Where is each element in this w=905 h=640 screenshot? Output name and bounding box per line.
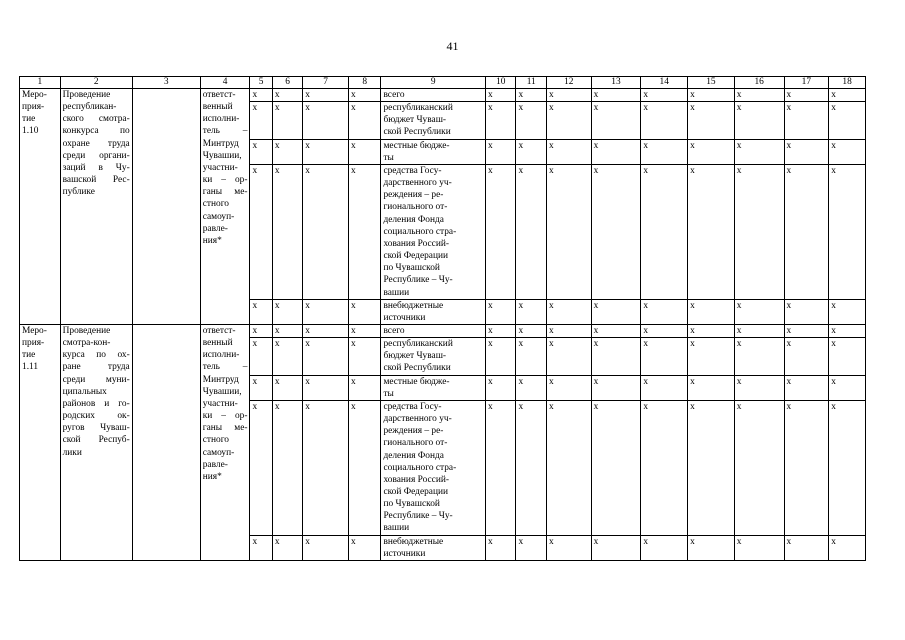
value-cell: х: [348, 139, 380, 164]
value-cell: х: [829, 89, 866, 102]
value-cell: х: [641, 139, 688, 164]
value-cell: х: [303, 139, 349, 164]
value-cell: х: [250, 89, 272, 102]
value-cell: х: [688, 324, 735, 337]
value-cell: х: [303, 338, 349, 375]
measure-number: Меро- прия- тие 1.11: [20, 324, 61, 560]
value-cell: х: [486, 102, 516, 139]
value-cell: х: [591, 324, 641, 337]
value-cell: х: [591, 338, 641, 375]
budget-table: [19, 76, 866, 561]
column-number: 18: [829, 77, 866, 89]
value-cell: х: [303, 299, 349, 324]
value-cell: х: [641, 375, 688, 400]
value-cell: х: [272, 338, 302, 375]
column-number: 16: [734, 77, 784, 89]
value-cell: х: [784, 324, 829, 337]
value-cell: х: [546, 139, 591, 164]
value-cell: х: [486, 89, 516, 102]
column-number: 5: [250, 77, 272, 89]
measure-column-3: [132, 324, 200, 560]
funding-source: республиканский бюджет Чуваш- ской Республики: [381, 338, 486, 375]
value-cell: х: [250, 338, 272, 375]
value-cell: х: [272, 164, 302, 299]
value-cell: х: [272, 139, 302, 164]
value-cell: х: [348, 102, 380, 139]
funding-source: всего: [381, 89, 486, 102]
value-cell: х: [516, 102, 546, 139]
value-cell: х: [516, 89, 546, 102]
value-cell: х: [486, 299, 516, 324]
table-row: [20, 324, 866, 337]
value-cell: х: [641, 324, 688, 337]
value-cell: х: [829, 324, 866, 337]
value-cell: х: [348, 89, 380, 102]
value-cell: х: [348, 375, 380, 400]
value-cell: х: [250, 535, 272, 560]
funding-source: всего: [381, 324, 486, 337]
value-cell: х: [829, 102, 866, 139]
value-cell: х: [784, 400, 829, 535]
value-cell: х: [486, 535, 516, 560]
value-cell: х: [734, 139, 784, 164]
value-cell: х: [829, 400, 866, 535]
value-cell: х: [546, 102, 591, 139]
value-cell: х: [348, 338, 380, 375]
value-cell: х: [784, 375, 829, 400]
value-cell: х: [303, 164, 349, 299]
value-cell: х: [516, 375, 546, 400]
value-cell: х: [546, 535, 591, 560]
value-cell: х: [250, 375, 272, 400]
table-row: [20, 89, 866, 102]
value-cell: х: [486, 324, 516, 337]
value-cell: х: [348, 324, 380, 337]
column-number: 7: [303, 77, 349, 89]
value-cell: х: [641, 400, 688, 535]
value-cell: х: [272, 400, 302, 535]
column-number: 10: [486, 77, 516, 89]
column-number: 6: [272, 77, 302, 89]
column-number: 15: [688, 77, 735, 89]
value-cell: х: [303, 89, 349, 102]
value-cell: х: [516, 164, 546, 299]
value-cell: х: [829, 139, 866, 164]
value-cell: х: [516, 324, 546, 337]
column-number: 11: [516, 77, 546, 89]
column-number: 9: [381, 77, 486, 89]
value-cell: х: [734, 299, 784, 324]
value-cell: х: [829, 338, 866, 375]
value-cell: х: [688, 139, 735, 164]
value-cell: х: [546, 299, 591, 324]
header-row: [20, 77, 866, 89]
value-cell: х: [250, 139, 272, 164]
funding-source: средства Госу- дарственного уч- реждения – ре- гионального от- деления Фонда социального стра- хования Россий- ской Федерации по Чувашской Республике – Чу- вашии: [381, 400, 486, 535]
column-number: 17: [784, 77, 829, 89]
value-cell: х: [303, 400, 349, 535]
value-cell: х: [688, 164, 735, 299]
value-cell: х: [641, 164, 688, 299]
value-cell: х: [348, 164, 380, 299]
value-cell: х: [688, 102, 735, 139]
column-number: 8: [348, 77, 380, 89]
column-number: 13: [591, 77, 641, 89]
funding-source: внебюджетные источники: [381, 535, 486, 560]
value-cell: х: [516, 139, 546, 164]
column-number: 1: [20, 77, 61, 89]
value-cell: х: [784, 102, 829, 139]
value-cell: х: [272, 375, 302, 400]
value-cell: х: [591, 89, 641, 102]
column-number: 4: [200, 77, 250, 89]
column-number: 2: [60, 77, 132, 89]
value-cell: х: [688, 375, 735, 400]
value-cell: х: [250, 164, 272, 299]
value-cell: х: [641, 89, 688, 102]
value-cell: х: [784, 139, 829, 164]
value-cell: х: [303, 375, 349, 400]
funding-source: средства Госу- дарственного уч- реждения – ре- гионального от- деления Фонда социального стра- хования Россий- ской Федерации по Чувашской Республике – Чу- вашии: [381, 164, 486, 299]
value-cell: х: [250, 299, 272, 324]
value-cell: х: [272, 89, 302, 102]
column-number: 3: [132, 77, 200, 89]
value-cell: х: [688, 338, 735, 375]
page-number: 41: [446, 39, 459, 53]
value-cell: х: [829, 535, 866, 560]
responsible-executor: ответст- венный исполни- тель – Минтруд Чувашии, участни- ки – ор- ганы ме- стного самоуп- равле- ния*: [200, 89, 250, 325]
value-cell: х: [250, 324, 272, 337]
value-cell: х: [591, 535, 641, 560]
value-cell: х: [829, 299, 866, 324]
measure-title: Проведение смотра-кон- курса по ох- ране труда среди муни- ципальных районов и го- родских ок- ругов Чуваш- ской Респуб- лики: [60, 324, 132, 560]
responsible-executor: ответст- венный исполни- тель – Минтруд Чувашии, участни- ки – ор- ганы ме- стного самоуп- равле- ния*: [200, 324, 250, 560]
value-cell: х: [688, 299, 735, 324]
value-cell: х: [486, 375, 516, 400]
value-cell: х: [303, 102, 349, 139]
funding-source: внебюджетные источники: [381, 299, 486, 324]
value-cell: х: [829, 164, 866, 299]
value-cell: х: [591, 375, 641, 400]
column-number: 14: [641, 77, 688, 89]
value-cell: х: [784, 299, 829, 324]
value-cell: х: [688, 89, 735, 102]
value-cell: х: [348, 299, 380, 324]
value-cell: х: [250, 102, 272, 139]
value-cell: х: [734, 164, 784, 299]
value-cell: х: [516, 299, 546, 324]
value-cell: х: [641, 338, 688, 375]
value-cell: х: [734, 535, 784, 560]
value-cell: х: [546, 324, 591, 337]
measure-number: Меро- прия- тие 1.10: [20, 89, 61, 325]
value-cell: х: [784, 89, 829, 102]
value-cell: х: [784, 164, 829, 299]
value-cell: х: [784, 338, 829, 375]
value-cell: х: [688, 535, 735, 560]
value-cell: х: [734, 102, 784, 139]
value-cell: х: [688, 400, 735, 535]
value-cell: х: [348, 535, 380, 560]
value-cell: х: [591, 400, 641, 535]
column-number: 12: [546, 77, 591, 89]
value-cell: х: [272, 535, 302, 560]
value-cell: х: [784, 535, 829, 560]
value-cell: х: [516, 400, 546, 535]
funding-source: местные бюдже- ты: [381, 375, 486, 400]
value-cell: х: [250, 400, 272, 535]
measure-column-3: [132, 89, 200, 325]
value-cell: х: [734, 400, 784, 535]
value-cell: х: [591, 139, 641, 164]
value-cell: х: [734, 375, 784, 400]
value-cell: х: [734, 89, 784, 102]
measure-title: Проведение республикан- ского смотра- конкурса по охране труда среди органи- заций в Чу- вашской Рес- публике: [60, 89, 132, 325]
value-cell: х: [591, 164, 641, 299]
value-cell: х: [303, 535, 349, 560]
value-cell: х: [546, 338, 591, 375]
value-cell: х: [348, 400, 380, 535]
value-cell: х: [486, 139, 516, 164]
value-cell: х: [272, 102, 302, 139]
value-cell: х: [829, 375, 866, 400]
value-cell: х: [546, 375, 591, 400]
value-cell: х: [272, 299, 302, 324]
value-cell: х: [546, 89, 591, 102]
value-cell: х: [591, 102, 641, 139]
value-cell: х: [591, 299, 641, 324]
value-cell: х: [546, 400, 591, 535]
value-cell: х: [546, 164, 591, 299]
value-cell: х: [734, 324, 784, 337]
value-cell: х: [641, 102, 688, 139]
value-cell: х: [516, 535, 546, 560]
value-cell: х: [641, 535, 688, 560]
value-cell: х: [486, 400, 516, 535]
value-cell: х: [734, 338, 784, 375]
value-cell: х: [486, 338, 516, 375]
value-cell: х: [303, 324, 349, 337]
funding-source: местные бюдже- ты: [381, 139, 486, 164]
value-cell: х: [641, 299, 688, 324]
value-cell: х: [516, 338, 546, 375]
value-cell: х: [272, 324, 302, 337]
funding-source: республиканский бюджет Чуваш- ской Республики: [381, 102, 486, 139]
value-cell: х: [486, 164, 516, 299]
